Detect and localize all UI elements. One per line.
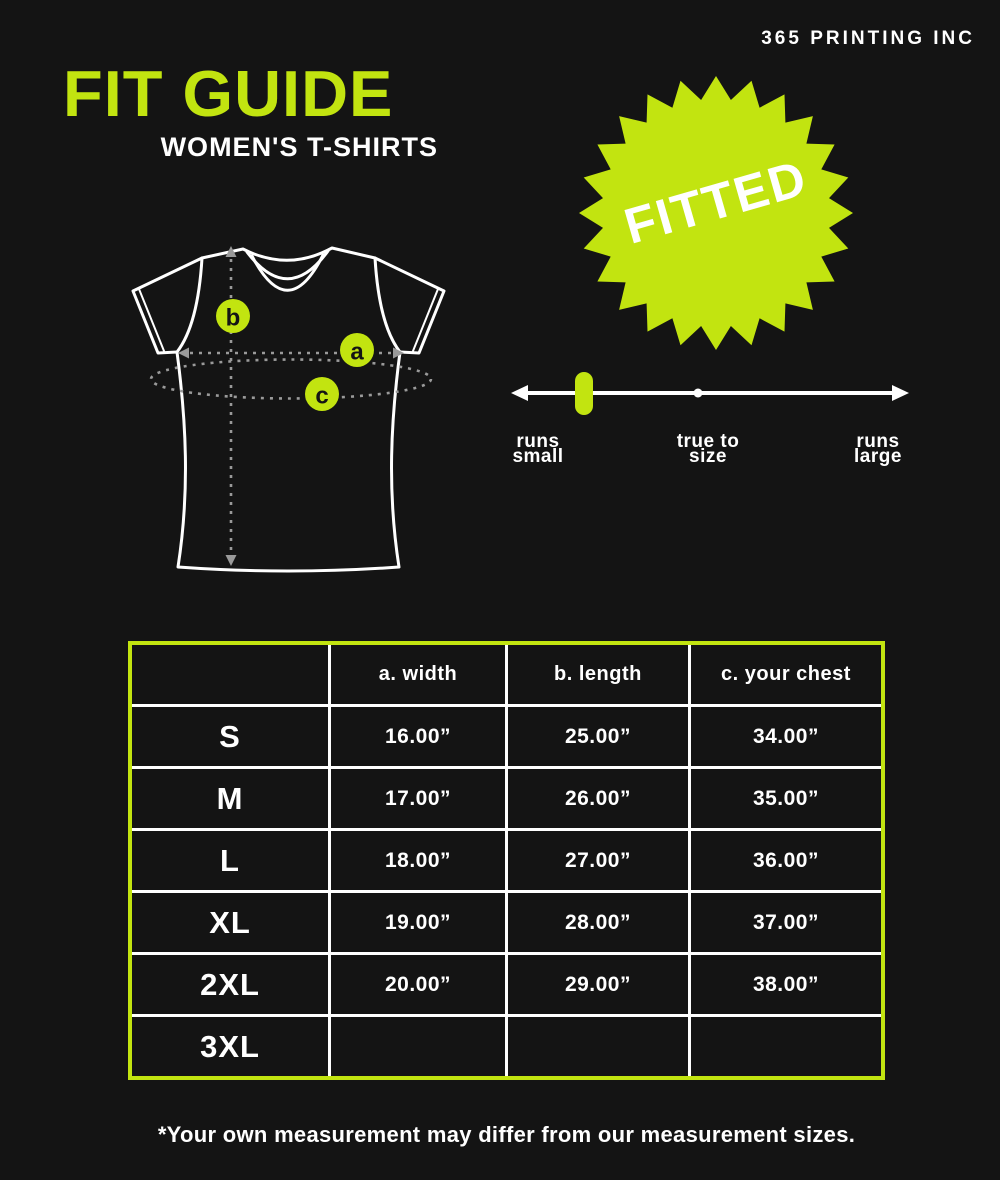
size-cell: 3XL	[130, 1016, 330, 1079]
column-header: c. your chest	[689, 643, 883, 706]
footnote: *Your own measurement may differ from our measurement sizes.	[157, 1122, 856, 1147]
marker-circles	[216, 299, 374, 411]
value-cell: 28.00”	[506, 892, 689, 954]
scale-label-runs-large: runs large	[854, 431, 902, 467]
value-cell: 37.00”	[689, 892, 883, 954]
page-subtitle: WOMEN'S T-SHIRTS	[160, 132, 438, 163]
tshirt-outline-icon	[133, 248, 444, 571]
size-cell: S	[130, 706, 330, 768]
size-table-body	[130, 706, 883, 1079]
brand-name: 365 PRINTING INC	[761, 28, 975, 49]
header-row	[130, 643, 883, 706]
table-row	[130, 892, 883, 954]
value-cell: 19.00”	[330, 892, 507, 954]
fitted-badge	[566, 62, 866, 362]
value-cell: 35.00”	[689, 768, 883, 830]
value-cell: 16.00”	[330, 706, 507, 768]
page-title: FIT GUIDE	[63, 57, 394, 130]
title-block	[63, 57, 438, 163]
value-cell: 34.00”	[689, 706, 883, 768]
scale-left-arrow-icon	[511, 385, 528, 401]
measurement-guides	[151, 259, 431, 553]
marker-a-label: a	[350, 338, 364, 366]
fit-scale	[500, 360, 920, 430]
size-cell: XL	[130, 892, 330, 954]
tshirt-diagram	[120, 235, 460, 580]
value-cell: 36.00”	[689, 830, 883, 892]
value-cell: 17.00”	[330, 768, 507, 830]
value-cell	[689, 1016, 883, 1079]
table-row	[130, 706, 883, 768]
column-header: b. length	[506, 643, 689, 706]
value-cell: 18.00”	[330, 830, 507, 892]
table-row	[130, 768, 883, 830]
table-row	[130, 830, 883, 892]
table-row	[130, 1016, 883, 1079]
badge-label: FITTED	[618, 149, 814, 255]
marker-c-label: c	[315, 382, 329, 410]
size-cell: L	[130, 830, 330, 892]
scale-right-arrow-icon	[892, 385, 909, 401]
size-chart-table	[128, 641, 885, 1080]
scale-label-true-to-size: true to size	[676, 431, 740, 467]
value-cell: 20.00”	[330, 954, 507, 1016]
corner-cell	[130, 643, 330, 706]
value-cell	[330, 1016, 507, 1079]
value-cell	[506, 1016, 689, 1079]
value-cell: 25.00”	[506, 706, 689, 768]
scale-label-runs-small: runs small	[512, 431, 564, 467]
size-cell: 2XL	[130, 954, 330, 1016]
value-cell: 29.00”	[506, 954, 689, 1016]
true-to-size-tick	[694, 389, 703, 398]
table-row	[130, 954, 883, 1016]
size-cell: M	[130, 768, 330, 830]
value-cell: 38.00”	[689, 954, 883, 1016]
column-header: a. width	[330, 643, 507, 706]
value-cell: 27.00”	[506, 830, 689, 892]
value-cell: 26.00”	[506, 768, 689, 830]
size-table-header	[130, 643, 883, 706]
fit-marker	[575, 372, 593, 415]
marker-b-label: b	[225, 304, 241, 332]
chest-guide-ellipse	[151, 360, 431, 399]
guide-arrowheads	[178, 246, 404, 566]
